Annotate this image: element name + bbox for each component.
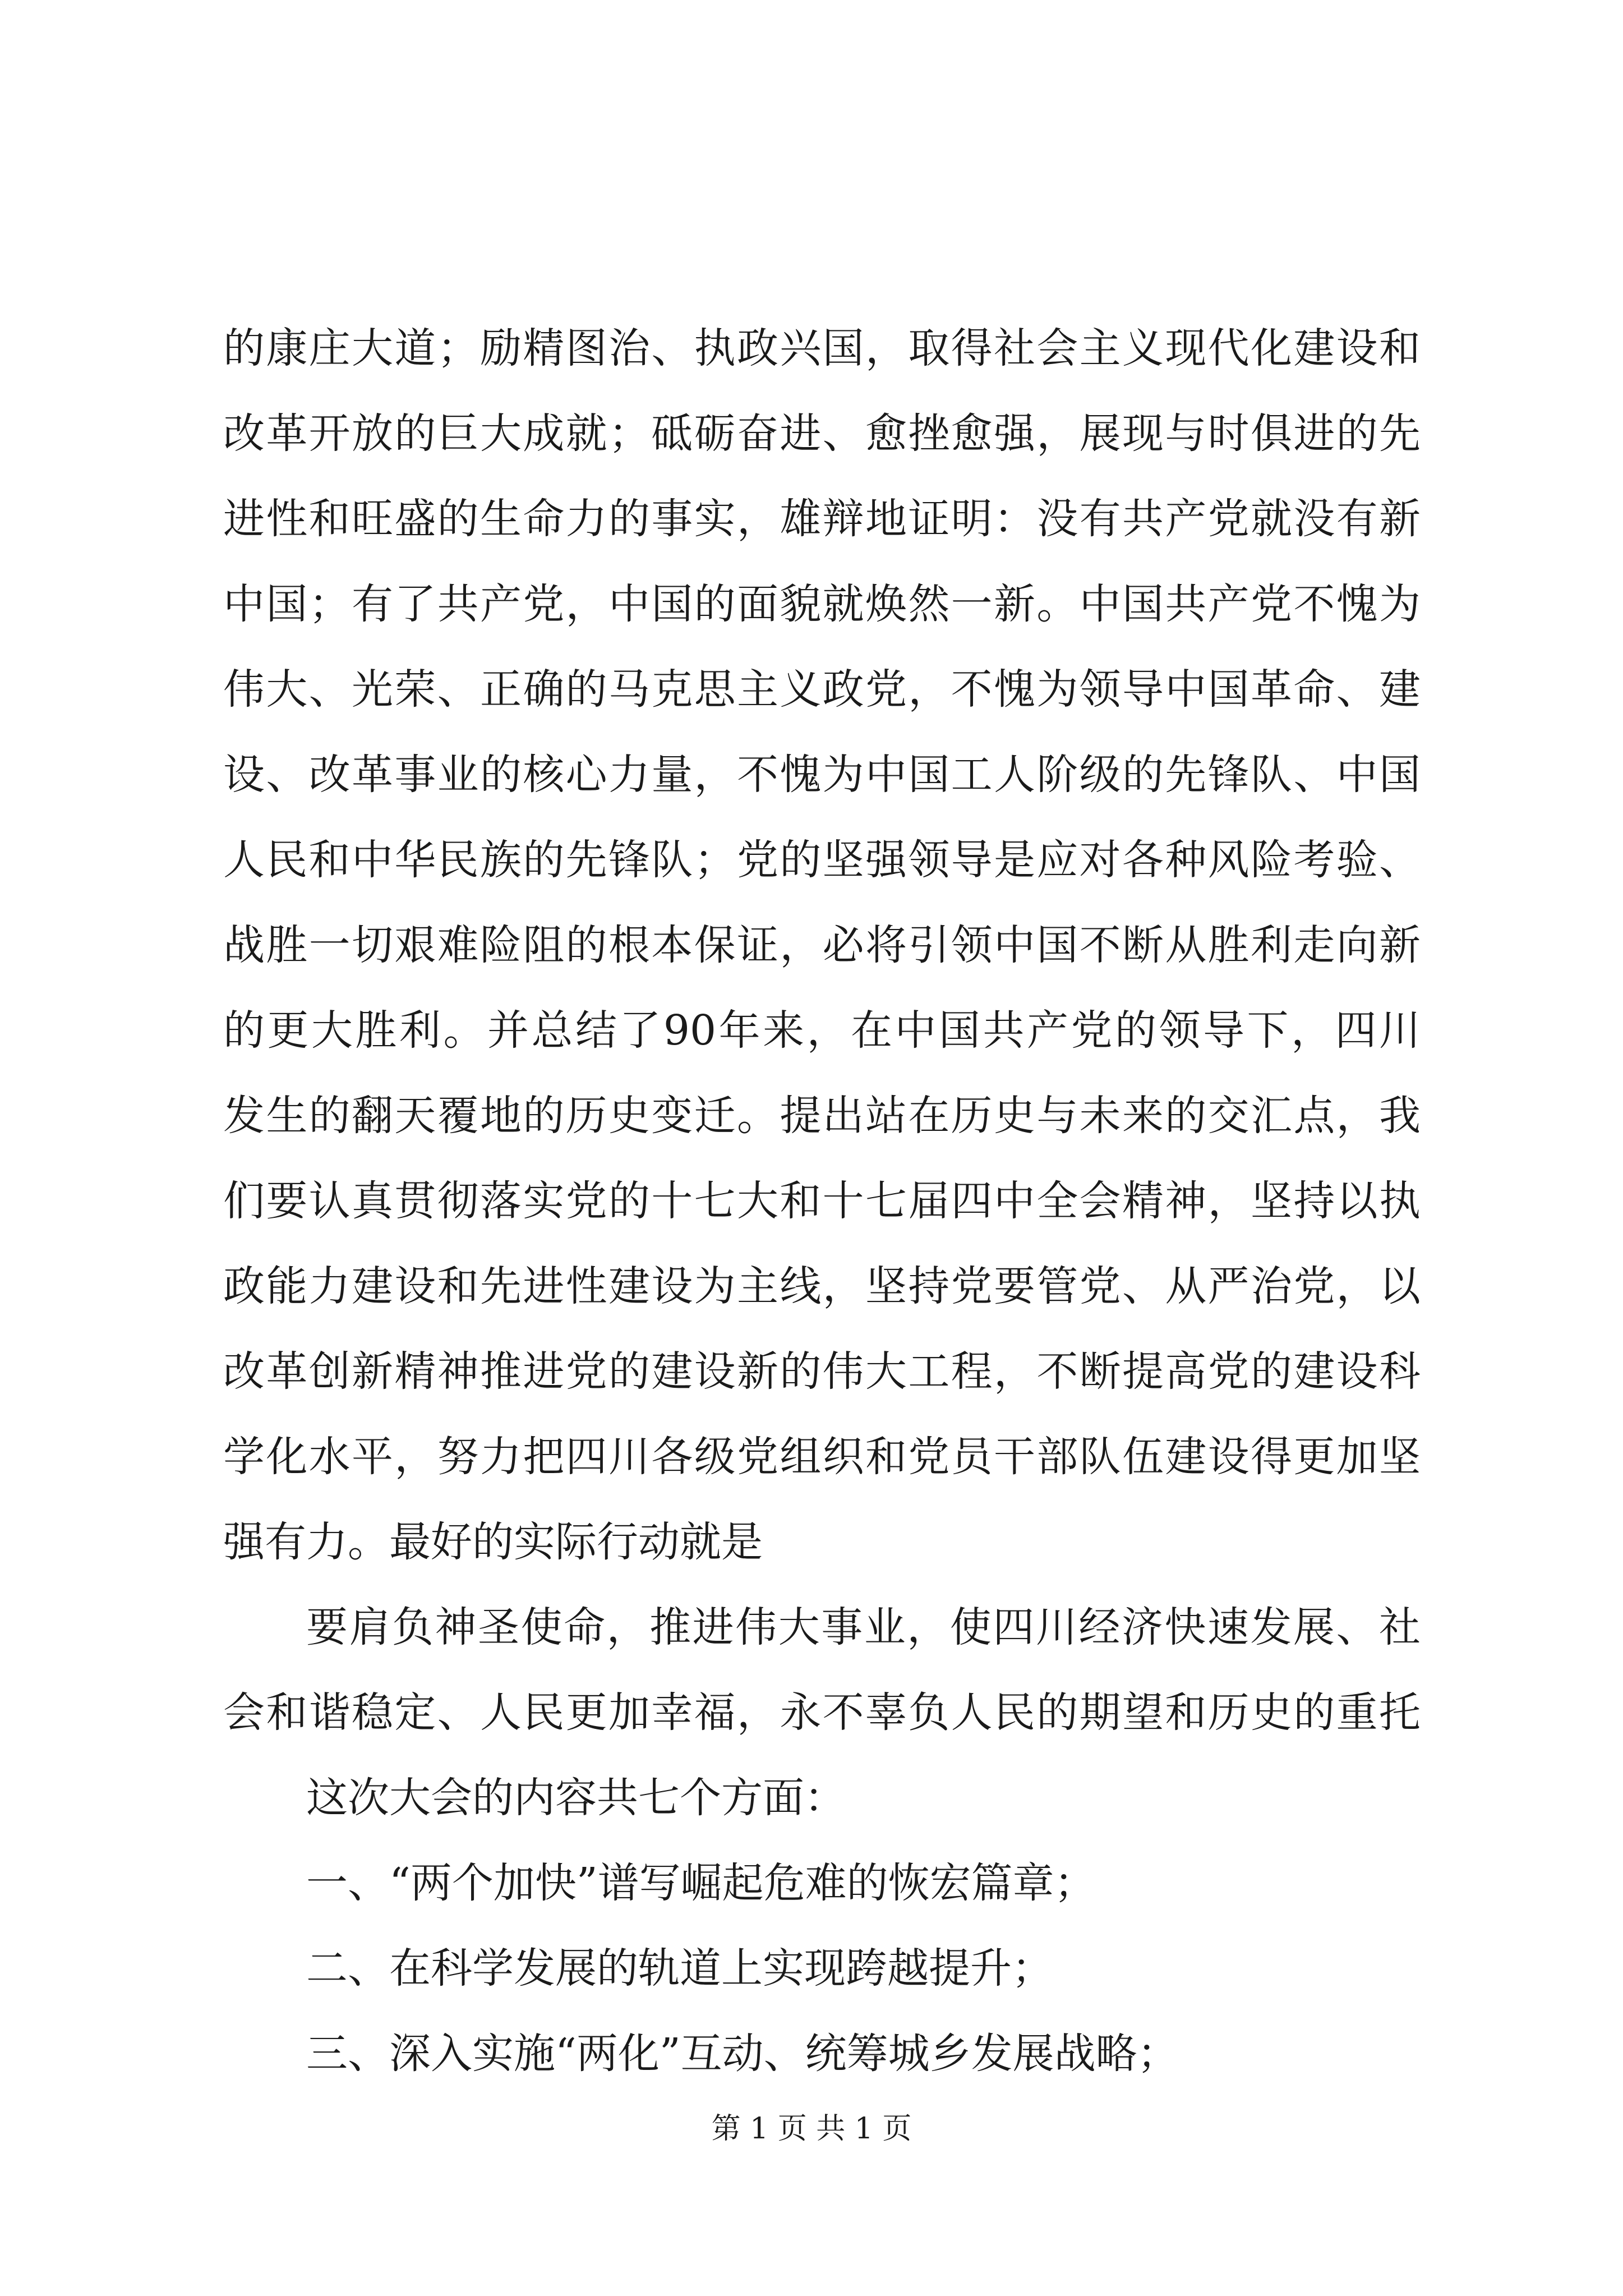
- text-line: 进性和旺盛的生命力的事实，雄辩地证明：没有共产党就没有新: [223, 495, 1421, 543]
- text-line: 强有力。最好的实际行动就是: [223, 1518, 763, 1566]
- text-line: 战胜一切艰难险阻的根本保证，必将引领中国不断从胜利走向新: [223, 921, 1421, 969]
- text-line: 政能力建设和先进性建设为主线，坚持党要管党、从严治党，以: [223, 1262, 1421, 1310]
- page-number-footer: 第 1 页 共 1 页: [711, 2112, 912, 2146]
- text-line: 们要认真贯彻落实党的十七大和十七届四中全会精神，坚持以执: [223, 1177, 1421, 1225]
- list-item: 一、“两个加快”谱写崛起危难的恢宏篇章；: [306, 1859, 1096, 1907]
- list-item: 三、深入实施“两化”互动、统筹城乡发展战略；: [306, 2030, 1179, 2078]
- section-intro: 这次大会的内容共七个方面：: [306, 1774, 846, 1822]
- text-line: 设、改革事业的核心力量，不愧为中国工人阶级的先锋队、中国: [223, 751, 1421, 799]
- text-line: 的更大胜利。并总结了90年来，在中国共产党的领导下，四川: [223, 1006, 1421, 1055]
- text-line: 改革开放的巨大成就；砥砺奋进、愈挫愈强，展现与时俱进的先: [223, 409, 1421, 458]
- text-line: 的康庄大道；励精图治、执政兴国，取得社会主义现代化建设和: [223, 324, 1421, 372]
- text-line: 中国；有了共产党，中国的面貌就焕然一新。中国共产党不愧为: [223, 580, 1421, 628]
- text-line: 会和谐稳定、人民更加幸福，永不辜负人民的期望和历史的重托: [223, 1688, 1421, 1737]
- document-body: [223, 306, 1421, 2096]
- text-line: 改革创新精神推进党的建设新的伟大工程，不断提高党的建设科: [223, 1347, 1421, 1396]
- text-line: 学化水平，努力把四川各级党组织和党员干部队伍建设得更加坚: [223, 1433, 1421, 1481]
- paragraph-first-line: 要肩负神圣使命，推进伟大事业，使四川经济快速发展、社: [306, 1603, 1421, 1651]
- text-line: 发生的翻天覆地的历史变迁。提出站在历史与未来的交汇点，我: [223, 1092, 1421, 1140]
- text-line: 伟大、光荣、正确的马克思主义政党，不愧为领导中国革命、建: [223, 665, 1421, 714]
- list-item: 二、在科学发展的轨道上实现跨越提升；: [306, 1944, 1053, 1993]
- text-line: 人民和中华民族的先锋队；党的坚强领导是应对各种风险考验、: [223, 836, 1421, 884]
